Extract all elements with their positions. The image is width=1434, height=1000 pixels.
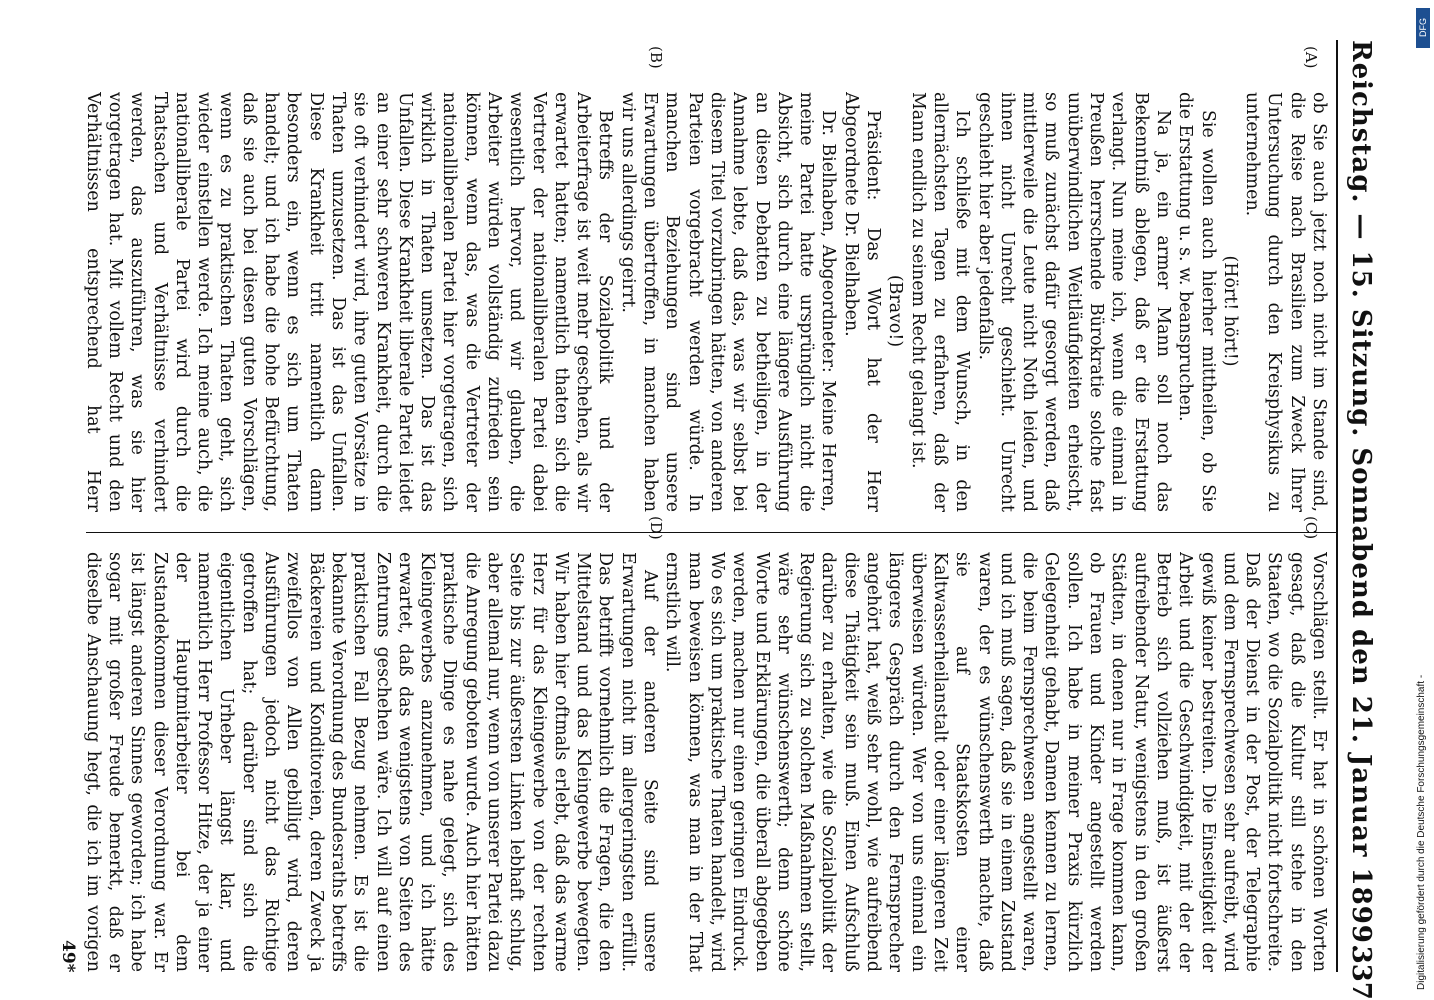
- page-header: [1338, 40, 1382, 1000]
- paragraph: Betreffs der Sozialpolitik und der Arbeiterfrage ist weit mehr geschehen, als wir erwartet hatten; namentlich thaten sich die Vertreter der nationalliberalen Partei dabei wesentlich hervor, und wir glauben, die Arbeiter würden vollständig zufrieden sein können, wenn das, was die Vertreter der nationalliberalen Partei hier vorgetragen, sich wirklich in Thaten umsetzen. Das ist das Unfallen. Diese Krankheit liberale Partei leidet an einer sehr schweren Krankheit, durch die sie oft verhindert wird, ihre guten Vorsätze in Thaten umzusetzen. Das ist das Unfallen. Diese Krankheit tritt namentlich dann besonders ein, wenn es sich um Thaten handelt; und ich habe die hohe Befürchtung, daß sie auch bei diesen guten Vorschlägen, wenn es zu praktischen Thaten geht, sich wieder einstellen werde. Ich meine auch, die nationalliberale Partei wird durch die Thatsachen und Verhältnisse verhindert werden, das auszuführen, was sie hier vorgetragen hat. Mit vollem Recht und den Verhältnissen entsprechend hat Herr: [82, 92, 616, 512]
- paragraph: ob Sie auch jetzt noch nicht im Stande sind, die Reise nach Brasilien zum Zweck Ihrer Untersuchung durch den Kreisphysikus zu unternehmen.: [1242, 92, 1329, 512]
- paragraph: Auf der anderen Seite sind unsere Erwartungen nicht im allergeringsten erfüllt. Das betrifft vornehmlich die Fragen, die den Mittelstand und das Kleingewerbe bewegten. Wir haben hier oftmals erlebt, daß das warme Herz für das Kleingewerbe von der rechten Seite bis zur äußersten Linken lebhaft schlug, aber allemal nur, wenn von unserer Partei dazu die Anregung geboten wurde. Auch hier hätten praktische Dinge es nahe gelegt, sich des Kleingewerbes anzunehmen, und ich hätte erwartet, daß das wenigstens von Seiten des Zentrums geschehen wäre. Ich will auf einen praktischen Fall Bezug nehmen. Es ist die bekannte Verordnung des Bundesraths betreffs Bäckereien und Konditoreien, deren Zweck ja zweifellos von Allen gebilligt wird, deren Ausführungen jedoch nicht das Richtige getroffen hat; darüber sind sich die eigentlichen Urheber längst klar, und namentlich Herr Professor Hitze, der ja einer der Hauptmitarbeiter bei dem Zustandekommen dieser Verordnung war. Er ist längst anderen Sinnes geworden; ich habe sogar mit großer Freude bemerkt, daß er dieselbe Anschauung hegt, die ich im vorigen: [82, 552, 661, 972]
- margin-marker-c: (C): [1302, 516, 1320, 540]
- margin-marker-a: (A): [1302, 46, 1320, 69]
- header-rule: [1336, 40, 1338, 972]
- interjection: (Hört! hört!): [1219, 255, 1240, 367]
- page-number: 337: [1346, 945, 1376, 1000]
- text-column-right: [80, 552, 1330, 972]
- column-divider: [86, 532, 1336, 533]
- funding-notice: Digitalisierung gefördert durch die Deutsche Forschungsgemeinschaft -: [1416, 674, 1427, 990]
- paragraph: Vorschlägen stellt. Er hat in schönen Worten gesagt, daß die Kultur still stehe in den Staaten, wo die Sozialpolitik nicht fortschreite. Daß der Dienst in der Post, der Telegraphie und dem Fernsprechwesen sehr aufreibt, wird gewiß keiner bestreiten. Die Einseitigkeit der Arbeit und die Geschwindigkeit, mit der der Betrieb sich vollziehen muß, ist äußerst aufreibender Natur, wenigstens in den großen Städten, in denen nur in Frage kommen kann, ob Frauen und Kinder angestellt werden sollen. Ich habe in meiner Praxis kürzlich Gelegenheit gehabt, Damen kennen zu lernen, die beim Fernsprechwesen angestellt waren, und ich muß sagen, daß sie in einem Zustand waren, der es wünschenswerth machte, daß sie auf Staatskosten einer Kaltwasserheilanstalt oder einer längeren Zeit überweisen würden. Wer von uns einmal ein längeres Gespräch durch den Fernsprecher angehört hat, weiß sehr wohl, wie aufreibend diese Thätigkeit sein muß. Einen Aufschluß darüber zu erhalten, wie die Sozialpolitik der Regierung sich zu solchen Maßnahmen stellt, wäre sehr wünschenswerth; denn schöne Worte und Erklärungen, die überall abgegeben werden, machen nur einen geringen Eindruck. Wo es sich um praktische Thaten handelt, wird man beweisen können, was man in der That ernstlich will.: [662, 552, 1329, 972]
- dfg-badge: DFG: [1416, 8, 1430, 48]
- paragraph: Ich schließe mit dem Wunsch, in den allernächsten Tagen zu erfahren, daß der Mann endlich zu seinem Recht gelangt ist.: [907, 92, 973, 512]
- margin-marker-b: (B): [647, 46, 665, 69]
- digitization-sidebar: [1414, 0, 1434, 1000]
- running-title: Reichstag. — 15. Sitzung. Sonnabend den 21. Januar 1899.: [1346, 40, 1376, 954]
- margin-marker-d: (D): [647, 516, 665, 540]
- paragraph: Na ja, ein armer Mann soll noch das Bekenntniß ablegen, daß er die Erstattung verlangt. Nun meine ich, wenn die einmal in Preußen herrschende Bürokratie solche fast unüberwindlichen Weitläufigkeiten erheischt, so muß zunächst dafür gesorgt werden, daß mittlerweile die Leute nicht Noth leiden, und ihnen nicht Unrecht geschieht. Unrecht geschieht hier aber jedenfalls.: [974, 92, 1173, 512]
- interjection: (Bravo!): [885, 274, 906, 348]
- paragraph: Sie wollen auch hierher mittheilen, ob Sie die Erstattung u. s. w. beanspruchen.: [1175, 92, 1218, 512]
- sheet-signature: 49*: [58, 940, 78, 973]
- speaker-paragraph: Präsident: Das Wort hat der Herr Abgeordnete Dr. Bielhaben.: [840, 92, 884, 512]
- speaker-paragraph: Dr. Bielhaben, Abgeordneter: Meine Herren, meine Partei hatte ursprünglich nicht die Absicht, sich durch eine längere Ausführung an diesen Debatten zu betheiligen, in der Annahme lebte, daß das, was wir selbst bei diesem Titel vorzubringen hätten, von anderen Parteien vorgebracht werden würde. In manchen Beziehungen sind unsere Erwartungen übertroffen, in manchen haben wir uns allerdings geirrt.: [617, 92, 839, 512]
- text-column-left: [80, 92, 1330, 512]
